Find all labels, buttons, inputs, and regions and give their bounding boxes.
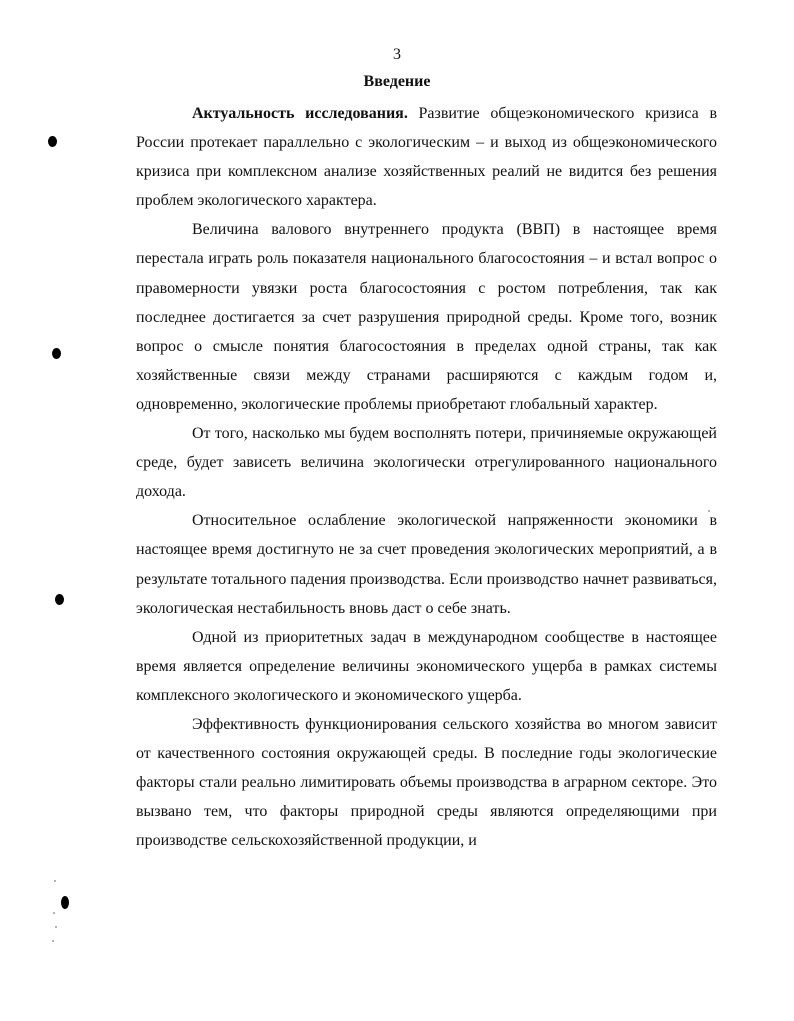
paragraph-text: Развитие общеэкономического кризиса в России протекает параллельно с экологическим – и выход из общеэкономического кризиса при комплексном анализе хозяйственных реалий не видится без решения проблем экологического характера. [136,105,717,210]
scan-speck [708,510,710,512]
page-heading: Введение [363,73,431,90]
document-body [136,99,717,855]
paragraph-relevance [136,99,717,215]
binding-hole-mark [61,896,69,909]
paragraph: Эффективность функционирования сельского хозяйства во многом зависит от качественного состояния окружающей среды. В последние годы экологические факторы стали реально лимитировать объемы производства в аграрном секторе. Это вызвано тем, что факторы природной среды являются определяющими при производстве сельскохозяйственной продукции, и [136,715,717,850]
binding-hole-mark [48,136,57,147]
binding-hole-mark [52,348,61,359]
page-number: 3 [393,46,401,63]
binding-hole-mark [55,594,64,605]
section-lead: Актуальность исследования. [192,105,408,122]
paragraph: Относительное ослабление экологической напряженности экономики в настоящее время достигнуто не за счет проведения экологических мероприятий, а в результате тотального падения производства. Если производство начнет развиваться, экологическая нестабильность вновь даст о себе знать. [136,512,717,617]
paragraph: Одной из приоритетных задач в международном сообществе в настоящее время является определение величины экономического ущерба в рамках системы комплексного экологического и экономического ущерба. [136,628,717,704]
scan-speck [52,940,54,942]
scan-speck [54,880,56,882]
paragraph: От того, насколько мы будем восполнять потери, причиняемые окружающей среде, будет зависеть величина экологически отрегулированного национального дохода. [136,425,717,501]
paragraph: Величина валового внутреннего продукта (ВВП) в настоящее время перестала играть роль показателя национального благосостояния – и встал вопрос о правомерности увязки роста благосостояния с ростом потребления, так как последнее достигается за счет разрушения природной среды. Кроме того, возник вопрос о смысле понятия благосостояния в пределах одной страны, так как хозяйственные связи между странами расширяются с каждым годом и, одновременно, экологические проблемы приобретают глобальный характер. [136,221,717,413]
scan-speck [53,912,55,914]
scan-speck [55,926,57,928]
